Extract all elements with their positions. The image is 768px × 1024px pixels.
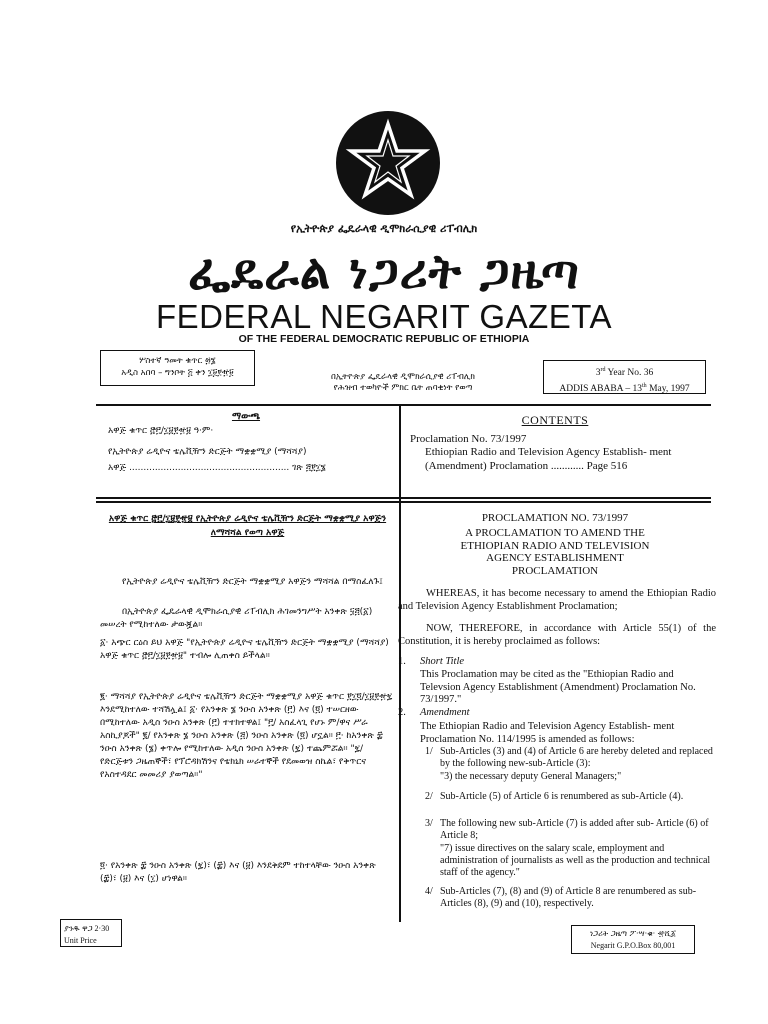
article-1-title: Short Title	[420, 656, 465, 667]
gazeta-subtitle: OF THE FEDERAL DEMOCRATIC REPUBLIC OF ETHIOPIA	[238, 333, 530, 345]
sub-article-3-text: The following new sub-Article (7) is added after sub- Article (6) of Article 8;	[440, 818, 709, 841]
article-1-number: 1.	[398, 656, 406, 667]
mid-header-line1: በኢትዮጵያ ፌዴራላዊ ዲሞክራሲያዊ ሪፐብሊክ	[330, 372, 476, 382]
sub-article-3-number: 3/	[425, 818, 433, 829]
contents-proclamation-title: Ethiopian Radio and Television Agency Establish- ment (Amendment) Proclamation ............ Page 516	[425, 446, 672, 472]
amharic-issue-line1: ሦስተኛ ዓመት ቁጥር ፴፮	[139, 356, 216, 366]
contents-proclamation-no: Proclamation No. 73/1997	[410, 433, 527, 445]
gazeta-title: FEDERAL NEGARIT GAZETA	[156, 298, 612, 335]
divider-mid-1	[96, 497, 711, 499]
amharic-article-2-sub-4: ፬· የአንቀጽ ፰ ንዑስ አንቀጽ (፯)፣ (፰) እና (፱) እንደቅደም ተከተላቸው ንዑስ አንቀጽ (፰)፣ (፱) እና (፲) ሆነዋል።	[100, 861, 376, 884]
article-1-text: This Proclamation may be cited as the "Ethiopian Radio and Televsion Agency Establishment (Amendment) Proclamation No. 73/1997."	[420, 669, 696, 705]
issue-date-line: ADDIS ABABA – 13th May, 1997	[559, 383, 690, 395]
contents-amharic-line: አዋጅ ........................................................ ገጽ ፭፻፲፮	[108, 463, 326, 473]
article-2-title: Amendment	[420, 707, 470, 718]
contents-amharic-line: አዋጅ ቁጥር ፸፫/፲፱፻፹፱ ዓ·ም·	[108, 426, 214, 436]
sub-article-2-text: Sub-Article (5) of Article 6 is renumbered as sub-Article (4).	[440, 791, 684, 802]
amharic-republic-name: የኢትዮጵያ ፌዴራላዊ ዲሞክራሲያዊ ሪፐብሊክ	[290, 222, 478, 235]
amharic-issue-box	[100, 350, 255, 386]
unit-price-value: 2·30	[94, 924, 110, 933]
divider-top	[96, 404, 711, 406]
contents-heading: CONTENTS	[521, 413, 589, 427]
sub-article-4-number: 4/	[425, 886, 433, 897]
gpo-box	[571, 925, 695, 954]
sub-article-1-quote: "3) the necessary deputy General Managers;"	[440, 771, 622, 782]
whereas-paragraph: WHEREAS, it has become necessary to amend the Ethiopian Radio and Television Agency Establishment Proclamation;	[398, 588, 716, 612]
ethiopian-emblem-icon	[335, 110, 441, 216]
sub-article-3-quote: "7) issue directives on the salary scale, employment and administration of journalists as well as the production and technical staff of the agency."	[440, 843, 711, 878]
issue-box	[543, 360, 706, 394]
unit-price-label: Unit Price	[64, 936, 97, 945]
sub-article-1-text: Sub-Articles (3) and (4) of Article 6 are hereby deleted and replaced by the following new-sub-Article (3):	[440, 746, 713, 769]
sub-article-1-number: 1/	[425, 746, 433, 757]
now-therefore-paragraph: NOW, THEREFORE, in accordance with Article 55(1) of the Constitution, it is hereby proclaimed as follows:	[398, 623, 716, 647]
article-2-text: The Ethiopian Radio and Television Agency Establish- ment Proclamation No. 114/1995 is amended as follows:	[420, 721, 675, 745]
amharic-issue-line2: አዲስ አበባ – ግንቦት ፭ ቀን ፲፱፻፹፱	[121, 368, 234, 378]
amharic-paragraph: በኢትዮጵያ ፌዴራላዊ ዲሞክራሲያዊ ሪፐብሊክ ሕገመንግሥት አንቀጽ ፶፭(፩) መሠረት የሚከተለው ታውጇል።	[100, 607, 373, 630]
contents-amharic-heading: ማውጫ	[231, 411, 261, 422]
mid-header-line2: የሕዝብ ተወካዮች ምክር ቤት ጠባቂነት የወጣ	[333, 383, 473, 393]
proclamation-subheading: A PROCLAMATION TO AMEND THE ETHIOPIAN RADIO AND TELEVISION AGENCY ESTABLISHMENT PROCLAMATION	[460, 527, 650, 577]
gpo-amharic: ነጋሪት ጋዜጣ ፖ·ሣ·ቁ· ፹ሺ፩	[590, 929, 676, 938]
issue-year-line: 3rd Year No. 36	[595, 367, 654, 379]
divider-mid-2	[96, 501, 711, 503]
amharic-paragraph: የኢትዮጵያ ሬዲዮና ቴሌቪዥን ድርጅት ማቋቋሚያ አዋጅን ማሻሻል በማስፈለጉ፤	[122, 577, 383, 587]
gpo-english: Negarit G.P.O.Box 80,001	[590, 941, 676, 950]
article-2-number: 2.	[398, 707, 406, 718]
unit-price-box	[60, 919, 122, 947]
contents-amharic-line: የኢትዮጵያ ሬዲዮና ቴሌቪዥን ድርጅት ማቋቋሚያ (ማሻሻያ)	[108, 447, 307, 457]
amharic-article-2: ፪· ማሻሻያ የኢትዮጵያ ሬዲዮና ቴሌቪዥን ድርጅት ማቋቋሚያ አዋጅ ቁጥር ፻፲፬/፲፱፻፹፯ እንደሚከተለው ተሻሽሏል፤ ፩· የአንቀጽ ፮ ንዑስ አንቀጽ (፫) እና (፬) ተሠርዘው በሚከተለው አዲስ ንዑስ አንቀጽ (፫) ተተክተዋል፤ "፫/ አስፈላጊ የሆኑ ም/ዋና ሥራ አስኪያጆች" ፪/ የአንቀጽ ፮ ንዑስ አንቀጽ (፭) ንዑስ አንቀጽ (፬) ሆኗል። ፫· ከአንቀጽ ፰ ንዑስ አንቀጽ (፮) ቀጥሎ የሚከተለው አዲስ ንዑስ አንቀጽ (፯) ተጨምሯል። "፯/ የድርጅቱን ጋዜጠኞች፣ የፕሮዳክሽንና የቴክኒክ ሠራተኞች የደመወዝ ስኬል፣ የቅጥርና የአስተዳደር መመሪያ ያወጣል።"	[100, 692, 393, 780]
sub-article-2-number: 2/	[425, 791, 433, 802]
proclamation-heading: PROCLAMATION NO. 73/1997	[481, 512, 629, 524]
sub-article-4-text: Sub-Articles (7), (8) and (9) of Article 8 are renumbered as sub-Articles (8), (9) and (10), respectively.	[440, 886, 697, 909]
mid-header	[278, 372, 528, 394]
amharic-proclamation-title: አዋጅ ቁጥር ፸፫/፲፱፻፹፱ የኢትዮጵያ ሬዲዮና ቴሌቪዥን ድርጅት ማቋቋሚያ አዋጅን ለማሻሻል የወጣ አዋጅ	[108, 514, 387, 538]
amharic-article-1: ፩· አጭር ርዕስ ይህ አዋጅ "የኢትዮጵያ ሬዲዮና ቴሌቪዥን ድርጅት ማቋቋሚያ (ማሻሻያ) አዋጅ ቁጥር ፸፫/፲፱፻፹፱" ተብሎ ሊጠቀስ ይችላል።	[100, 638, 389, 661]
unit-price-line: ያንዱ ዋጋ 2·30	[64, 924, 110, 933]
amharic-gazeta-title: ፌዴራል ነጋሪት ጋዜጣ	[188, 244, 580, 300]
